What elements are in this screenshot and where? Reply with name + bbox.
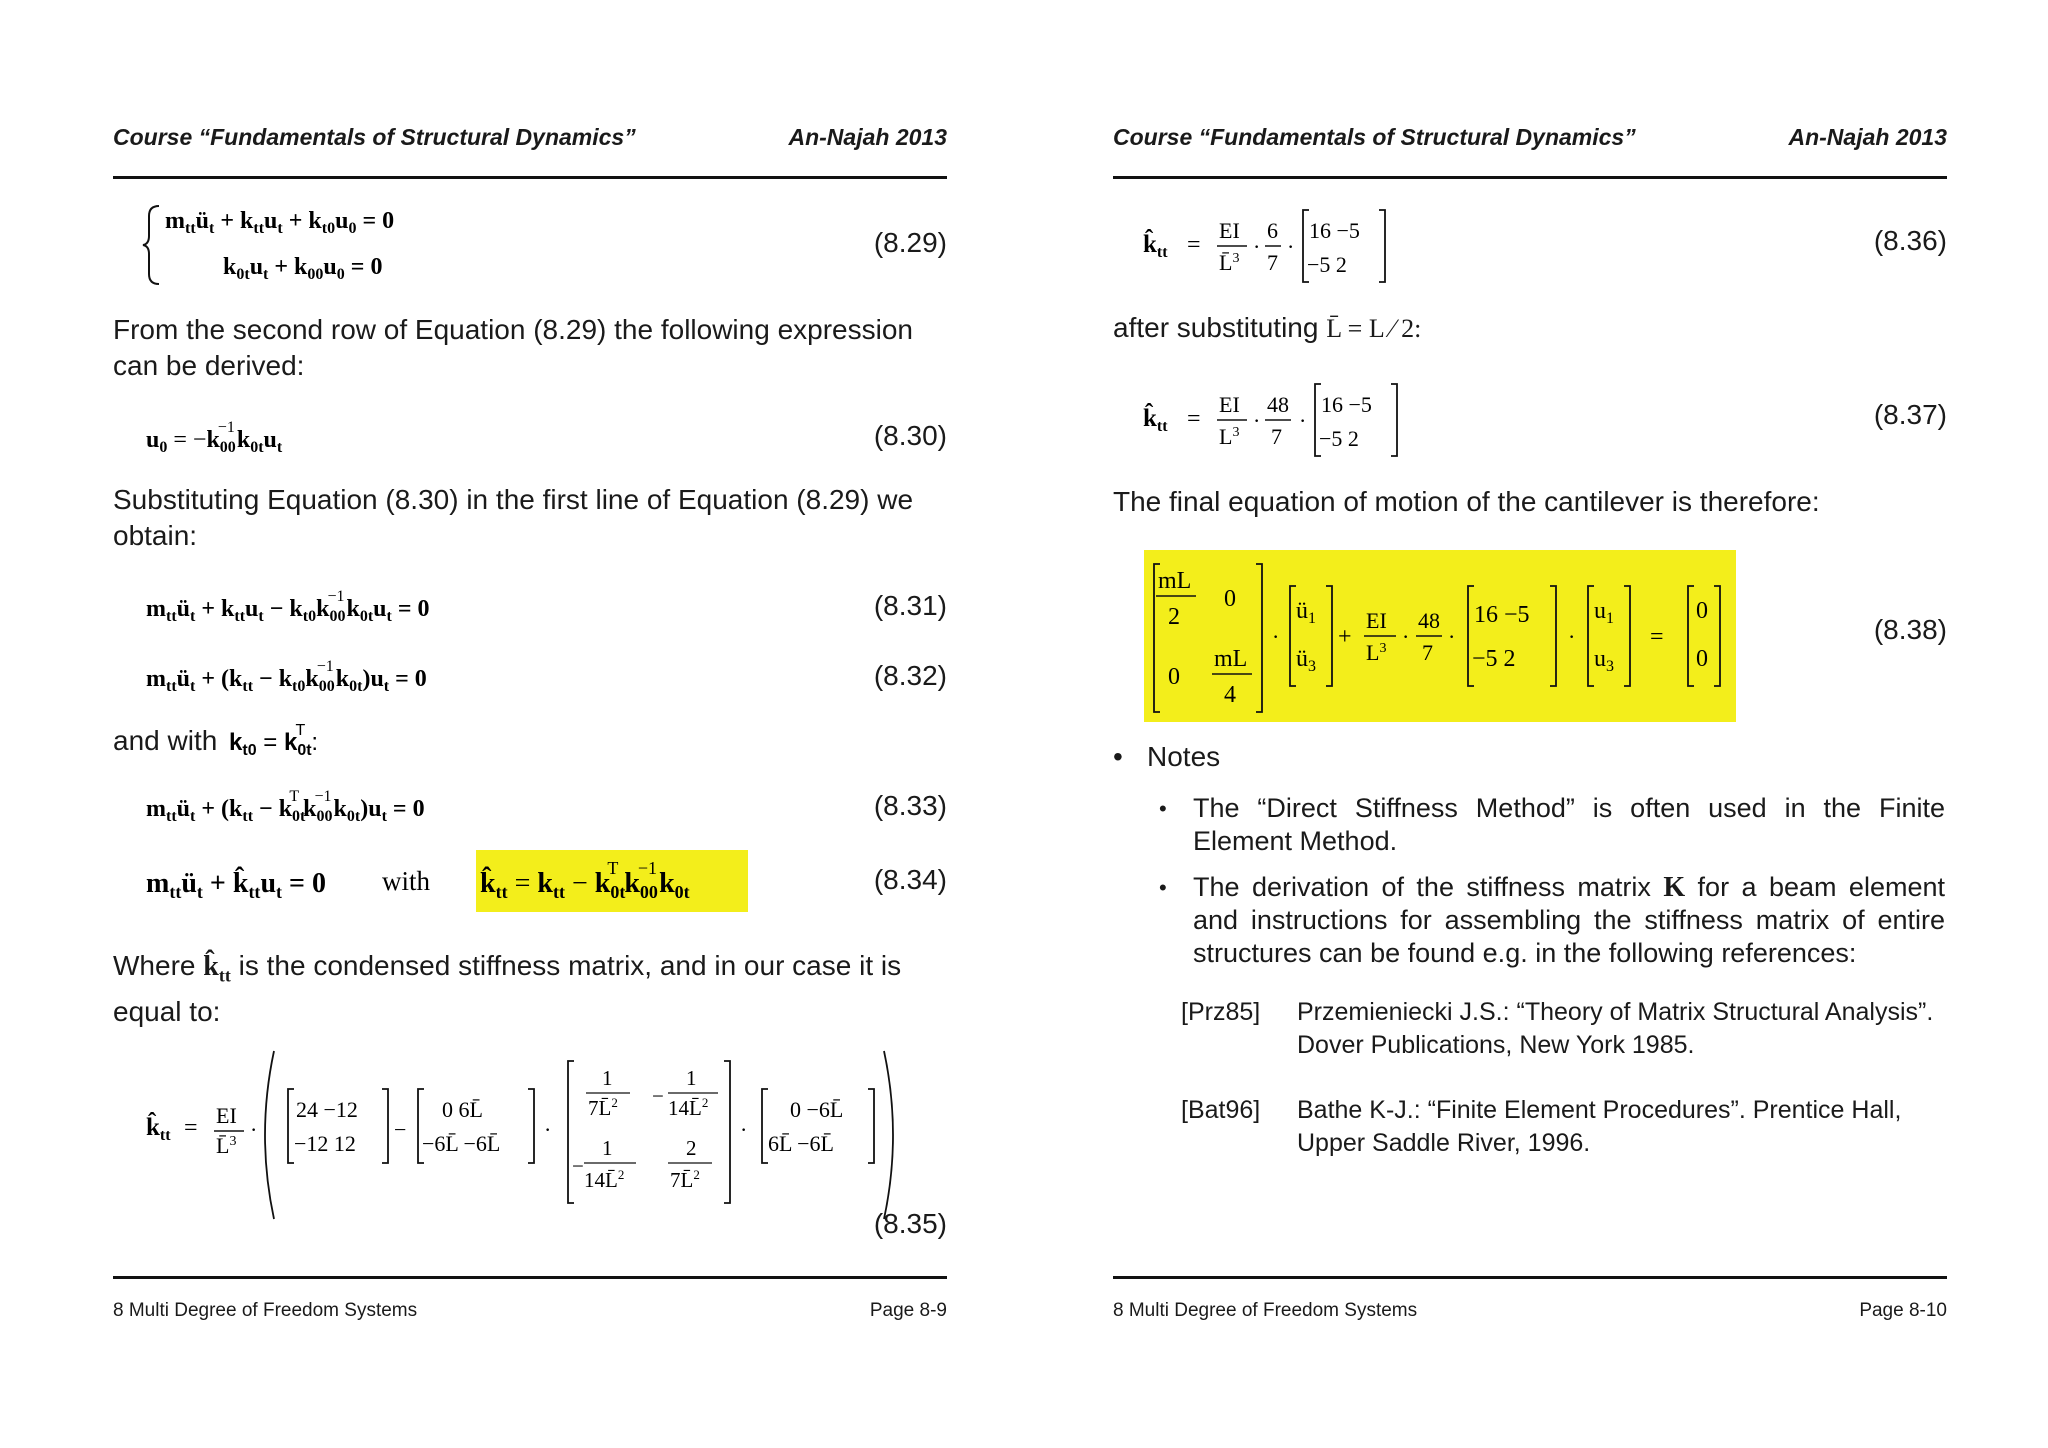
- paragraph: The final equation of motion of the cantilever is therefore:: [1113, 486, 1820, 517]
- svg-text:k̂tt: $k̂_{tt}$: [146, 1114, 171, 1144]
- equation-8-29: [143, 200, 503, 290]
- course-title: Course “Fundamentals of Structural Dynamics”: [113, 124, 636, 150]
- reference-item: [1181, 1094, 1947, 1164]
- reference-text: Przemieniecki J.S.: “Theory of Matrix Structural Analysis”. Dover Publications, New York 1985.: [1297, 998, 1934, 1059]
- svg-text:14L̄2: 14L̄$^2$: [668, 1095, 709, 1120]
- svg-text:·: ·: [1253, 408, 1261, 433]
- inline-text: is the condensed stiffness matrix, and in our case it is equal to:: [113, 950, 902, 1027]
- svg-text:16 −5: 16 −5: [1474, 602, 1530, 628]
- equation-number: (8.31): [873, 590, 947, 621]
- svg-text:−5 2: −5 2: [1472, 646, 1516, 672]
- svg-text:·: ·: [1299, 408, 1307, 433]
- svg-text:7: 7: [1422, 640, 1433, 665]
- svg-text:k̂tt: $k̂_{tt}$: [1143, 405, 1168, 435]
- svg-text:1: 1: [686, 1066, 697, 1090]
- page-number: Page 8-10: [1859, 1300, 1947, 1321]
- svg-text:EI: EI: [1366, 608, 1387, 633]
- left-page: [113, 0, 947, 1448]
- svg-text:kt0 = k0tT:: $k_{t0} = k_{0t}T$ :: [229, 722, 319, 759]
- svg-text:L3: $L^3$: [1366, 640, 1387, 665]
- reference-key: [Prz85]: [1181, 998, 1261, 1026]
- svg-text:L̄3: L̄$^3$: [1219, 250, 1240, 275]
- svg-text:mttüt + kttut − kt0k00−1k0tut: $m_{tt}ü_t + k_{tt}u_t - k_{t0}k_{00}-1k_{0t}u_t = 0$: [146, 588, 430, 625]
- note-item: [1159, 871, 1947, 971]
- equation-number: (8.37): [1873, 399, 1947, 430]
- svg-text:0 −6L̄: 0 −6L̄: [790, 1097, 844, 1122]
- svg-text:1: 1: [602, 1136, 613, 1160]
- svg-text:mttüt + kttut + kt0u0 = 0: $m_{tt}ü_t + k_{tt}u_t + k_{t0}u_0 = 0$: [165, 208, 395, 237]
- svg-text:EI: EI: [1219, 218, 1240, 243]
- svg-text:mttüt + k̂ttut = 0: $m_{tt}ü_t$ + $k̂_{tt}u_t = 0$: [146, 868, 326, 902]
- inline-math: L̄ = L ⁄ 2:: [1326, 314, 1422, 343]
- svg-text:·: ·: [1287, 234, 1295, 259]
- svg-text:7: 7: [1267, 250, 1278, 275]
- inline-text: Where: [113, 950, 196, 981]
- svg-text:0: 0: [1696, 598, 1708, 624]
- svg-text:k̂tt = ktt − k0tTk00−1k0t: $k̂_{tt} = k_{tt} - k_{0t}T$ $k_{00}-1k_{0t}$: [480, 858, 690, 902]
- equation-number: (8.32): [873, 660, 947, 691]
- svg-text:mttüt + (ktt − kt0k00−1k0t)ut: $m_{tt}ü_t + (k_{tt} - k_{t0}k_{00}-1k_{0t})u_t = 0$: [146, 658, 427, 695]
- svg-text:L̄3: L̄$^3$: [216, 1133, 237, 1158]
- footer-rule: [113, 1276, 947, 1279]
- svg-text:·: ·: [1253, 234, 1261, 259]
- footer-rule: [1113, 1276, 1947, 1279]
- chapter-title: 8 Multi Degree of Freedom Systems: [113, 1300, 418, 1321]
- svg-text:16 −5: 16 −5: [1309, 218, 1360, 243]
- equation-8-34: [146, 850, 746, 916]
- equation-8-30: [146, 413, 406, 463]
- svg-text:+: +: [1338, 624, 1352, 650]
- svg-text:0: 0: [1696, 646, 1708, 672]
- svg-text:4: 4: [1224, 682, 1236, 708]
- svg-text:7L̄2: 7L̄$^2$: [588, 1095, 618, 1120]
- chapter-title: 8 Multi Degree of Freedom Systems: [1113, 1300, 1418, 1321]
- svg-text:·: ·: [1272, 624, 1280, 649]
- svg-text:mL: mL: [1158, 568, 1192, 594]
- svg-text:EI: EI: [216, 1103, 237, 1128]
- svg-text:·: ·: [740, 1117, 748, 1142]
- svg-text:mL: mL: [1214, 646, 1248, 672]
- equation-number: (8.29): [873, 227, 947, 258]
- equation-8-37: [1143, 376, 1443, 462]
- svg-text:·: ·: [1402, 624, 1410, 649]
- bullet-icon: •: [1113, 741, 1123, 772]
- svg-text:·: ·: [544, 1117, 552, 1142]
- page-header: [1113, 124, 1947, 154]
- paragraph: [113, 722, 365, 762]
- inline-math: K: [1663, 872, 1686, 903]
- reference-text: Bathe K-J.: “Finite Element Procedures”. Prentice Hall, Upper Saddle River, 1996.: [1297, 1096, 1902, 1157]
- inline-math: $k̂_{tt}$: [203, 951, 231, 986]
- svg-text:ü3: $ü_3$: [1296, 646, 1316, 675]
- svg-text:7: 7: [1271, 424, 1282, 449]
- svg-text:ü1: $ü_1$: [1296, 598, 1316, 627]
- header-rule: [113, 176, 947, 179]
- svg-text:48: 48: [1418, 608, 1440, 633]
- svg-text:0: 0: [1224, 586, 1236, 612]
- equation-number: (8.36): [1873, 225, 1947, 256]
- svg-text:L3: $L^3$: [1219, 424, 1240, 449]
- bullet-icon: •: [1159, 796, 1167, 821]
- note-item: • The “Direct Stiffness Method” is often used in the Finite Element Method.: [1159, 793, 1945, 856]
- svg-text:48: 48: [1267, 392, 1289, 417]
- svg-text:14L̄2: 14L̄$^2$: [584, 1167, 625, 1192]
- equation-number: (8.38): [1873, 614, 1947, 645]
- paragraph: Substituting Equation (8.30) in the first line of Equation (8.29) we obtain:: [113, 484, 914, 551]
- svg-text:−: −: [394, 1117, 407, 1142]
- svg-text:=: =: [1187, 406, 1201, 432]
- svg-text:−12 12: −12 12: [294, 1131, 356, 1156]
- svg-text:−5 2: −5 2: [1319, 426, 1359, 451]
- institution-year: An-Najah 2013: [788, 124, 947, 150]
- svg-text:2: 2: [686, 1136, 697, 1160]
- equation-number: (8.30): [873, 420, 947, 451]
- svg-text:·: ·: [1448, 624, 1456, 649]
- svg-text:u3: $u_3$: [1594, 646, 1614, 675]
- equation-number: (8.33): [873, 790, 947, 821]
- equation-number: (8.35): [873, 1208, 947, 1239]
- svg-text:u1: $u_1$: [1594, 598, 1614, 627]
- svg-text:2: 2: [1168, 604, 1180, 630]
- equation-8-36: [1143, 202, 1443, 288]
- equation-8-32: [146, 652, 566, 702]
- page-header: [113, 124, 947, 154]
- svg-text:EI: EI: [1219, 392, 1240, 417]
- svg-text:−: −: [572, 1154, 584, 1178]
- inline-text: and with: [113, 725, 218, 756]
- page-number: Page 8-9: [869, 1300, 947, 1321]
- inline-math: [225, 722, 365, 762]
- svg-text:·: ·: [1568, 624, 1576, 649]
- svg-text:=: =: [1187, 232, 1201, 258]
- header-rule: [1113, 176, 1947, 179]
- equation-8-38: [1144, 550, 1744, 722]
- svg-text:u0 = −k00−1k0tut: $u_0 = -k_{00}-1k_{0t}u_t$: [146, 419, 283, 456]
- svg-text:6: 6: [1267, 218, 1278, 243]
- reference-item: [1181, 996, 1947, 1066]
- institution-year: An-Najah 2013: [1788, 124, 1947, 150]
- paragraph: [1113, 310, 1947, 347]
- paragraph: [113, 948, 947, 1030]
- svg-text:·: ·: [250, 1117, 258, 1142]
- svg-text:7L̄2: 7L̄$^2$: [670, 1167, 700, 1192]
- svg-text:24 −12: 24 −12: [296, 1097, 358, 1122]
- paragraph: From the second row of Equation (8.29) the following expression can be derived:: [113, 314, 913, 381]
- inline-text: after substituting: [1113, 312, 1319, 343]
- right-page: Course “Fundamentals of Structural Dynamics” An-Najah 2013 $k̂_{tt}$ = EI L̄$^3$ · 6 7 · 16 −5 −5 2 (8.36) after substituting L̄ = L ⁄ 2: $k̂_{tt}$ = EI $L^3$ · 48 7 · 16 −5 −5 2 (8.37) The final equation of motion of the cantilever is therefore: mL 2 0 0 mL 4 · $ü_1$ $ü_3$ + EI $L^3$ · 48 7 · 16 −5 −5 2 · $u_1$ $u_3$ = 0 0 (8.38) • Notes • The “Direct Stiffness Method” is often used in the Finite Element Method. • The derivation of the stiffness matrix K for a beam element and instructions for assembling the stiffness matrix of entire structures can be found e.g. in the following references: [Prz85] Przemieniecki J.S.: “Theory of Matrix Structural Analysis”. Dover Publications, New York 1985. [Bat96] Bathe K-J.: “Finite Element Procedures”. Prentice Hall, Upper Saddle River, 1996. 8 Multi Degree of Freedom Systems Page 8-10: [1113, 124, 1947, 1321]
- svg-text:=: =: [184, 1115, 198, 1141]
- reference-key: [Bat96]: [1181, 1096, 1261, 1124]
- svg-text:16 −5: 16 −5: [1321, 392, 1372, 417]
- equation-8-33: [146, 782, 566, 832]
- svg-text:k0tut + k00u0 = 0: $k_{0t}u_t + k_{00}u_0 = 0$: [223, 254, 383, 283]
- svg-text:mttüt + (ktt − k0tTk00−1k0t)ut: $m_{tt}ü_t + (k_{tt} - k_{0t}T$ $k_{00}-1k_{0t})u_t = 0$: [146, 788, 425, 825]
- svg-text:−: −: [652, 1084, 664, 1108]
- svg-text:6L̄ −6L̄: 6L̄ −6L̄: [768, 1131, 834, 1156]
- svg-text:k̂tt: $k̂_{tt}$: [1143, 231, 1168, 261]
- svg-text:1: 1: [602, 1066, 613, 1090]
- svg-text:with: with: [382, 866, 431, 896]
- svg-text:=: =: [1650, 624, 1664, 650]
- equation-number: (8.34): [873, 864, 947, 895]
- svg-text:−5 2: −5 2: [1307, 252, 1347, 277]
- svg-text:0 6L̄: 0 6L̄: [442, 1097, 483, 1122]
- equation-8-35: [146, 1045, 906, 1225]
- svg-text:0: 0: [1168, 664, 1180, 690]
- equation-8-31: [146, 582, 566, 632]
- inline-text: for a beam element and instructions for assembling the stiffness matrix of entire structures can be found e.g. in the following references:: [1193, 872, 1945, 968]
- bullet-icon: •: [1159, 875, 1167, 900]
- course-title: Course “Fundamentals of Structural Dynamics”: [1113, 124, 1636, 150]
- svg-text:−6L̄ −6L̄: −6L̄ −6L̄: [422, 1131, 501, 1156]
- inline-text: The derivation of the stiffness matrix: [1193, 872, 1651, 902]
